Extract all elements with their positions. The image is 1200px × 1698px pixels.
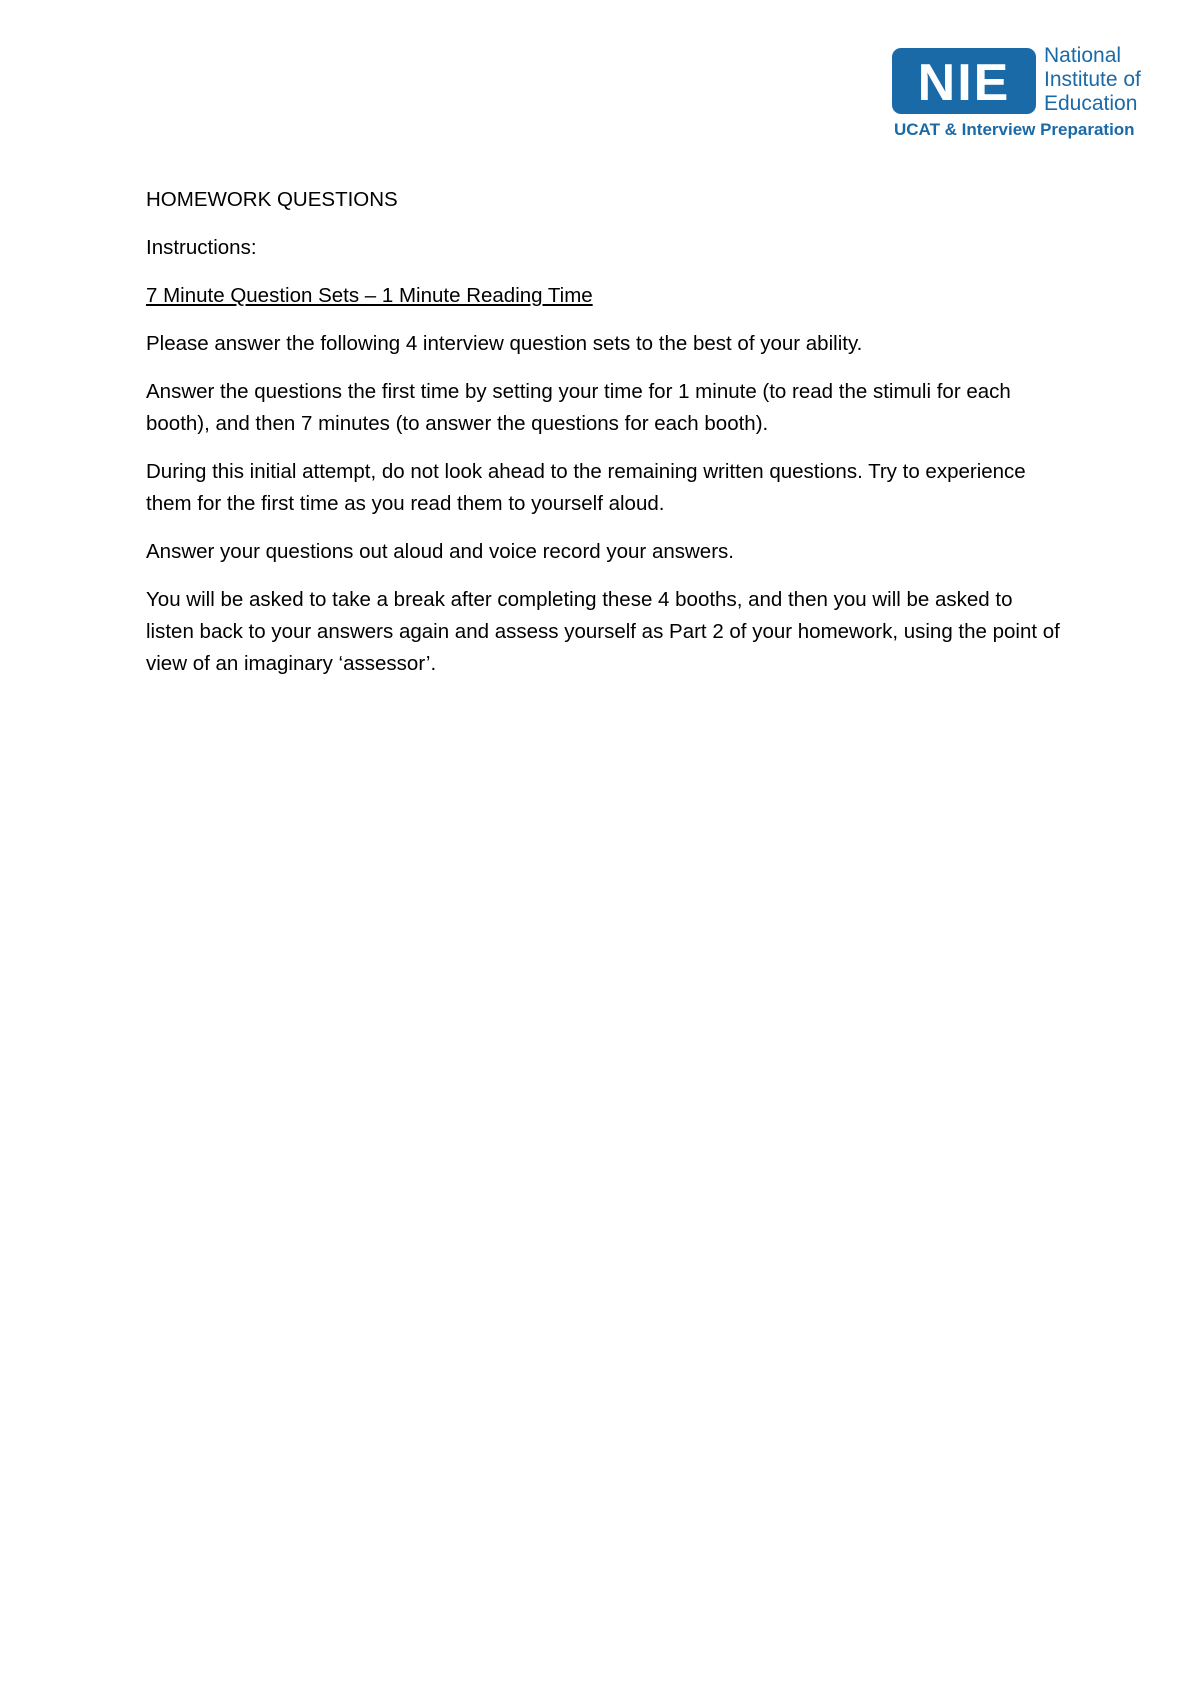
nie-logo-mark [892, 48, 1036, 114]
logo-name-line-1: National [1044, 44, 1122, 67]
logo-name-line-2: Institute of [1044, 68, 1141, 91]
instructions-label: Instructions: [146, 236, 257, 259]
instruction-paragraph-4: Answer your questions out aloud and voice record your answers. [146, 540, 734, 563]
logo-acronym: NIE [917, 54, 1011, 112]
logo-name-line-3: Education [1044, 92, 1138, 115]
instruction-paragraph-3: During this initial attempt, do not look ahead to the remaining written questions. Try to experience them for the first time as you read them to yourself aloud. [146, 460, 1026, 515]
nie-logo [892, 44, 1174, 144]
logo-institution-name [1044, 44, 1141, 116]
instruction-paragraph-2: Answer the questions the first time by setting your time for 1 minute (to read the stimuli for each booth), and then 7 minutes (to answer the questions for each booth). [146, 380, 1011, 435]
document-body [146, 184, 1066, 696]
section-subheading: 7 Minute Question Sets – 1 Minute Reading Time [146, 284, 593, 307]
instruction-paragraph-1: Please answer the following 4 interview question sets to the best of your ability. [146, 332, 863, 355]
document-title: HOMEWORK QUESTIONS [146, 188, 398, 211]
logo-tagline: UCAT & Interview Preparation [894, 120, 1135, 139]
instruction-paragraph-5: You will be asked to take a break after completing these 4 booths, and then you will be asked to listen back to your answers again and assess yourself as Part 2 of your homework, using the point of view of an imaginary ‘assessor’. [146, 588, 1060, 675]
